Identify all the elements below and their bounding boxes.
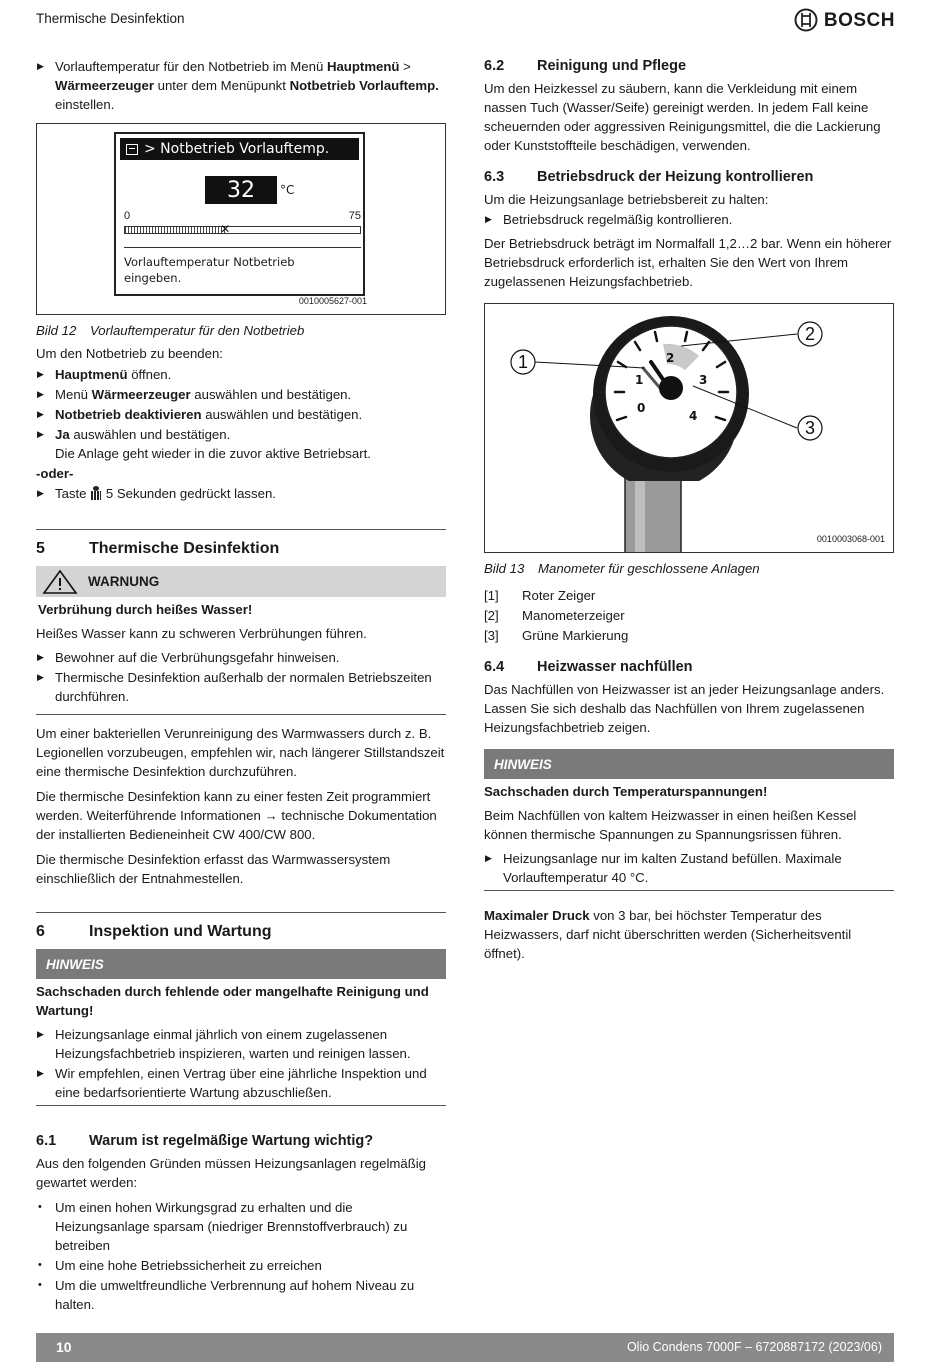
callout-1: 1	[517, 352, 529, 372]
paragraph: Das Nachfüllen von Heizwasser ist an jeder Heizungsanlage anders. Lassen Sie sich deshalb das Nachfüllen von Ihrem zugelassenen Heizungsfachbetrieb zeigen.	[484, 682, 885, 735]
notice-bar: HINWEIS	[484, 749, 894, 779]
warning-title: Verbrühung durch heißes Wasser!	[38, 602, 253, 617]
hint-line-2: eingeben.	[124, 271, 182, 285]
manometer-illustration	[485, 304, 893, 552]
warning-triangle-icon	[40, 569, 80, 595]
legend-item: [1] Roter Zeiger	[484, 588, 596, 603]
notice-item: ▶ Heizungsanlage einmal jährlich von einem zugelassenen Heizungsfachbetrieb inspizieren, warten und reinigen lassen.	[36, 1025, 446, 1063]
screen-title: > Notbetrieb Vorlauftemp.	[144, 140, 330, 157]
legend-item: [3] Grüne Markierung	[484, 628, 629, 643]
callout-2: 2	[804, 324, 816, 344]
document-info: Olio Condens 7000F – 6720887172 (2023/06)	[626, 1340, 882, 1354]
paragraph: Die thermische Desinfektion erfasst das Warmwassersystem einschließlich der Entnahmestellen.	[36, 852, 391, 886]
end-intro: Um den Notbetrieb zu beenden:	[36, 346, 223, 361]
list-item: ▶ Betriebsdruck regelmäßig kontrollieren.	[484, 210, 894, 229]
section-6-1-heading: 6.1 Warum ist regelmäßige Wartung wichtig?	[36, 1133, 374, 1149]
screen-title-bar	[120, 138, 359, 160]
paragraph: Um die Heizungsanlage betriebsbereit zu halten:	[484, 192, 769, 207]
paragraph: Um einer bakteriellen Verunreinigung des Warmwassers durch z. B. Legionellen vorzubeugen, empfehlen wir, nach längerer Stillstandszeit eine thermische Desinfektion durchzuführen.	[36, 726, 445, 779]
paragraph: Maximaler Druck von 3 bar, bei höchster Temperatur des Heizwassers, darf nicht überschritten werden (Sicherheitsventil öffnet).	[484, 908, 852, 961]
figure-caption: Bild 13 Manometer für geschlossene Anlagen	[484, 561, 760, 576]
figure-id: 0010005627-001	[298, 296, 367, 306]
intro-step: ▶ Vorlauftemperatur für den Notbetrieb im Menü Hauptmenü > Wärmeerzeuger unter dem Menüpunkt Notbetrieb Vorlauftemp. einstellen.	[36, 57, 446, 114]
scale-4: 4	[689, 409, 698, 423]
left-column	[36, 57, 446, 1315]
step: ▶ Notbetrieb deaktivieren auswählen und bestätigen.	[36, 405, 446, 424]
oder: -oder-	[36, 466, 74, 481]
step: ▶ Hauptmenü öffnen.	[36, 365, 446, 384]
bosch-armature-icon	[794, 8, 818, 32]
section-rule	[36, 529, 446, 530]
step: ▶ Menü Wärmeerzeuger auswählen und bestätigen.	[36, 385, 446, 404]
figure-legend	[484, 586, 894, 645]
warning-end-rule	[36, 714, 446, 715]
menu-icon	[126, 144, 138, 155]
section-rule	[36, 912, 446, 913]
value-slider[interactable]	[124, 222, 361, 236]
paragraph: Der Betriebsdruck beträgt im Normalfall 1,2…2 bar. Wenn ein höherer Betriebsdruck erforderlich ist, erhalten Sie den Wert von Ihrem zugelassenen Heizungsfachbetrieb.	[484, 236, 892, 289]
warning-item: ▶ Thermische Desinfektion außerhalb der normalen Betriebszeiten durchführen.	[36, 668, 446, 706]
brand-name: BOSCH	[823, 9, 895, 31]
callout-3: 3	[804, 418, 816, 438]
scale-1: 1	[635, 373, 644, 387]
warning-label: WARNUNG	[88, 574, 160, 589]
section-6-3-heading: 6.3 Betriebsdruck der Heizung kontrollieren	[484, 169, 814, 185]
scale-min: 0	[124, 210, 131, 222]
figure-caption: Bild 12 Vorlauftemperatur für den Notbetrieb	[36, 323, 305, 338]
unit-label: °C	[280, 183, 295, 197]
chimney-sweep-icon	[90, 486, 102, 500]
section-5-heading: 5 Thermische Desinfektion	[36, 540, 280, 557]
scale-max: 75	[348, 210, 361, 222]
legend-item: [2] Manometerzeiger	[484, 608, 625, 623]
slider-fill	[125, 227, 225, 233]
warning-text: Heißes Wasser kann zu schweren Verbrühungen führen.	[36, 626, 367, 641]
scale-0: 0	[637, 401, 646, 415]
display-screen	[114, 132, 365, 296]
warning-item: ▶ Bewohner auf die Verbrühungsgefahr hinweisen.	[36, 648, 446, 667]
notice-title: Sachschaden durch Temperaturspannungen!	[484, 784, 768, 799]
list-item: • Um eine hohe Betriebssicherheit zu erreichen	[36, 1256, 446, 1275]
notice-text: Beim Nachfüllen von kaltem Heizwasser in einen heißen Kessel können thermische Spannungen zu Spannungsrissen führen.	[484, 808, 857, 842]
figure-id: 0010003068-001	[815, 530, 887, 549]
notice-title: Sachschaden durch fehlende oder mangelhafte Reinigung und Wartung!	[36, 984, 429, 1018]
screen-hint	[124, 254, 295, 286]
section-6-2-heading: 6.2 Reinigung und Pflege	[484, 58, 687, 74]
right-column	[484, 57, 894, 969]
list-item: • Um die umweltfreundliche Verbrennung auf hohem Niveau zu halten.	[36, 1276, 446, 1314]
notice-bar: HINWEIS	[36, 949, 446, 979]
running-header: Thermische Desinfektion	[36, 11, 185, 26]
list-item: • Um einen hohen Wirkungsgrad zu erhalten und die Heizungsanlage sparsam (niedriger Brennstoffverbrauch) zu betreiben	[36, 1198, 446, 1255]
paragraph: Aus den folgenden Gründen müssen Heizungsanlagen regelmäßig gewartet werden:	[36, 1156, 427, 1190]
notice-item: ▶ Wir empfehlen, einen Vertrag über eine jährliche Inspektion und eine bedarfsorientierte Wartung abzuschließen.	[36, 1064, 446, 1102]
figure-12	[36, 123, 446, 315]
paragraph: Um den Heizkessel zu säubern, kann die Verkleidung mit einem nassen Tuch (Wasser/Seife) gereinigt werden. In jedem Fall keine scheuernden oder aggressiven Reinigungsmittel, die die Lackierung oder Kunststoffteile beschädigen, verwenden.	[484, 81, 881, 153]
scale-2: 2	[666, 351, 675, 365]
page-footer	[36, 1333, 894, 1362]
warning-bar	[36, 566, 446, 597]
figure-13	[484, 303, 894, 553]
step: ▶ Ja auswählen und bestätigen. Die Anlage geht wieder in die zuvor aktive Betriebsart.	[36, 425, 446, 463]
screen-divider	[124, 247, 361, 248]
brand-logo	[794, 8, 895, 32]
value-field: 32	[205, 176, 277, 204]
section-6-heading: 6 Inspektion und Wartung	[36, 923, 272, 940]
hint-line-1: Vorlauftemperatur Notbetrieb	[124, 255, 295, 269]
notice-item: ▶ Heizungsanlage nur im kalten Zustand befüllen. Maximale Vorlauftemperatur 40 °C.	[484, 849, 894, 887]
notice-end-rule	[36, 1105, 446, 1106]
scale-3: 3	[699, 373, 708, 387]
paragraph: Die thermische Desinfektion kann zu einer festen Zeit programmiert werden. Weiterführende Informationen → technische Dokumentation der installierten Bedieneinheit CW 400/CW 800.	[36, 789, 437, 842]
notice-end-rule	[484, 890, 894, 891]
slider-knob[interactable]: ✕	[220, 222, 231, 236]
step: ▶ Taste 5 Sekunden gedrückt lassen.	[36, 484, 446, 503]
page-number: 10	[56, 1339, 72, 1355]
section-6-4-heading: 6.4 Heizwasser nachfüllen	[484, 659, 693, 675]
